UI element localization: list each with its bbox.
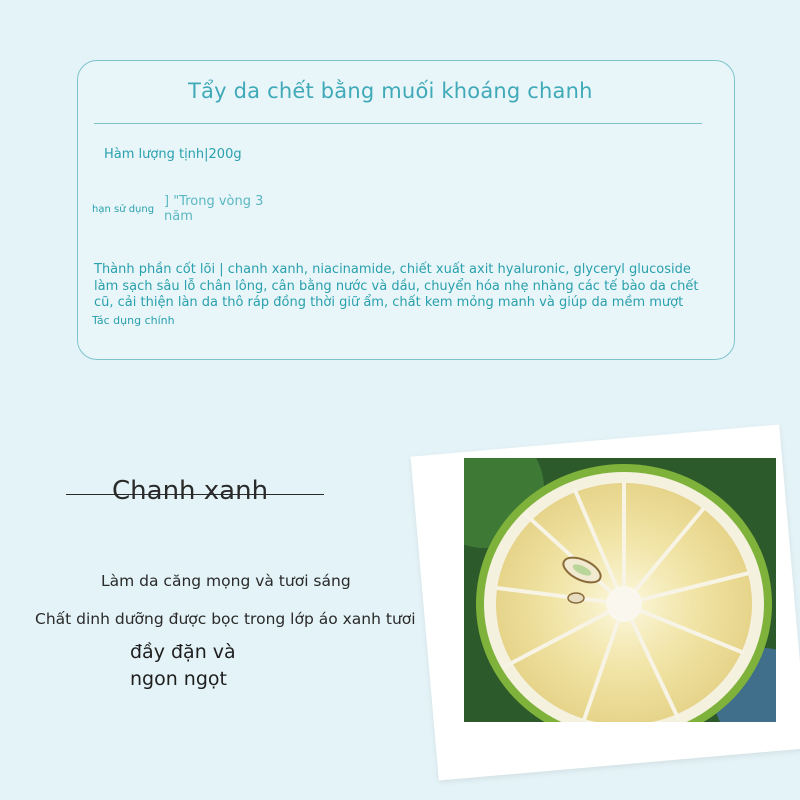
- effect-label: Tác dụng chính: [92, 314, 175, 327]
- lime-illustration: [464, 458, 776, 722]
- lime-photo: [464, 458, 776, 722]
- usage-value: ] "Trong vòng 3 năm: [164, 194, 264, 224]
- product-title: Tẩy da chết bằng muối khoáng chanh: [188, 79, 593, 103]
- lime-nutrient-line: Chất dinh dưỡng được bọc trong lớp áo xanh tươi: [35, 610, 416, 628]
- title-divider: [94, 123, 702, 124]
- lime-benefit-line: Làm da căng mọng và tươi sáng: [101, 572, 351, 590]
- net-content: Hàm lượng tịnh|200g: [104, 147, 242, 162]
- lime-taste-line: đầy đặn và ngon ngọt: [130, 641, 236, 690]
- lime-heading: Chanh xanh: [112, 476, 269, 506]
- product-info-card: [77, 60, 735, 360]
- ingredients-text: Thành phần cốt lõi | chanh xanh, niacinamide, chiết xuất axit hyaluronic, glyceryl glucoside làm sạch sâu lỗ chân lông, cân bằng nước và dầu, chuyển hóa nhẹ nhàng các tế bào da chết cũ, cải thiện làn da thô ráp đồng thời giữ ẩm, chất kem mỏng manh và giúp da mềm mượt: [94, 262, 699, 310]
- usage-label: hạn sử dụng: [92, 204, 155, 215]
